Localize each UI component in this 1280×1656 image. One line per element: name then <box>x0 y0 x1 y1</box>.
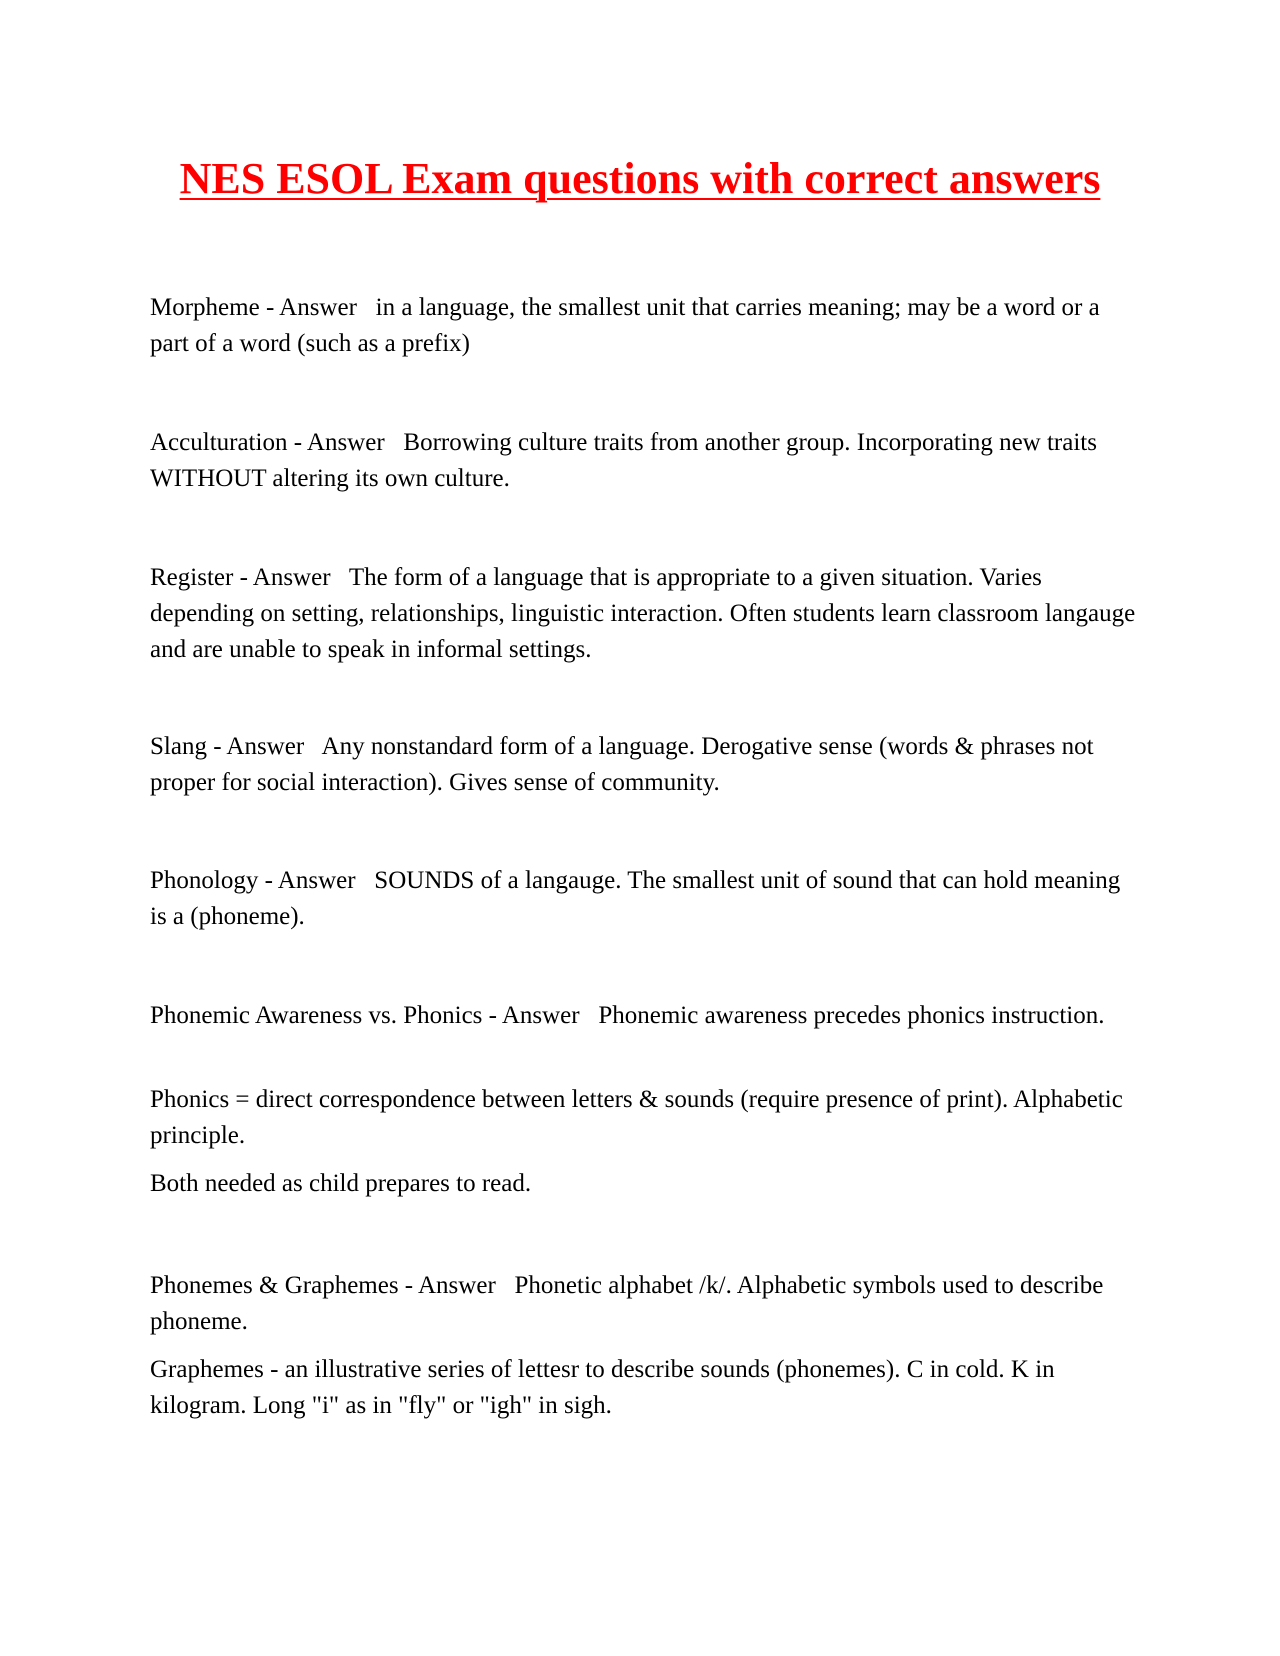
paragraph-graphemes: Graphemes - an illustrative series of lettesr to describe sounds (phonemes). C in cold. K in kilogram. Long "i" as in "fly" or "igh" in sigh. <box>150 1356 1061 1419</box>
paragraph-both-needed: Both needed as child prepares to read. <box>150 1170 532 1197</box>
paragraph-acculturation: Acculturation - Answer Borrowing culture traits from another group. Incorporating new traits WITHOUT altering its own culture. <box>150 429 1103 492</box>
paragraph-phonics: Phonics = direct correspondence between letters & sounds (require presence of print). Alphabetic principle. <box>150 1086 1130 1149</box>
paragraph-phonemes-graphemes: Phonemes & Graphemes - Answer Phonetic alphabet /k/. Alphabetic symbols used to describe phoneme. <box>150 1272 1110 1335</box>
document-title: NES ESOL Exam questions with correct answers <box>179 154 1101 203</box>
paragraph-register: Register - Answer The form of a language that is appropriate to a given situation. Varies depending on setting, relationships, linguistic interaction. Often students learn classroom langauge and are unable to speak in informal settings. <box>150 564 1142 663</box>
paragraph-phonology: Phonology - Answer SOUNDS of a langauge. The smallest unit of sound that can hold meaning is a (phoneme). <box>150 867 1127 930</box>
paragraph-slang: Slang - Answer Any nonstandard form of a language. Derogative sense (words & phrases not proper for social interaction). Gives sense of community. <box>150 733 1100 796</box>
paragraph-phonemic-awareness: Phonemic Awareness vs. Phonics - Answer Phonemic awareness precedes phonics instruction. <box>150 1002 1105 1029</box>
paragraph-morpheme: Morpheme - Answer in a language, the smallest unit that carries meaning; may be a word or a part of a word (such as a prefix) <box>150 294 1106 357</box>
